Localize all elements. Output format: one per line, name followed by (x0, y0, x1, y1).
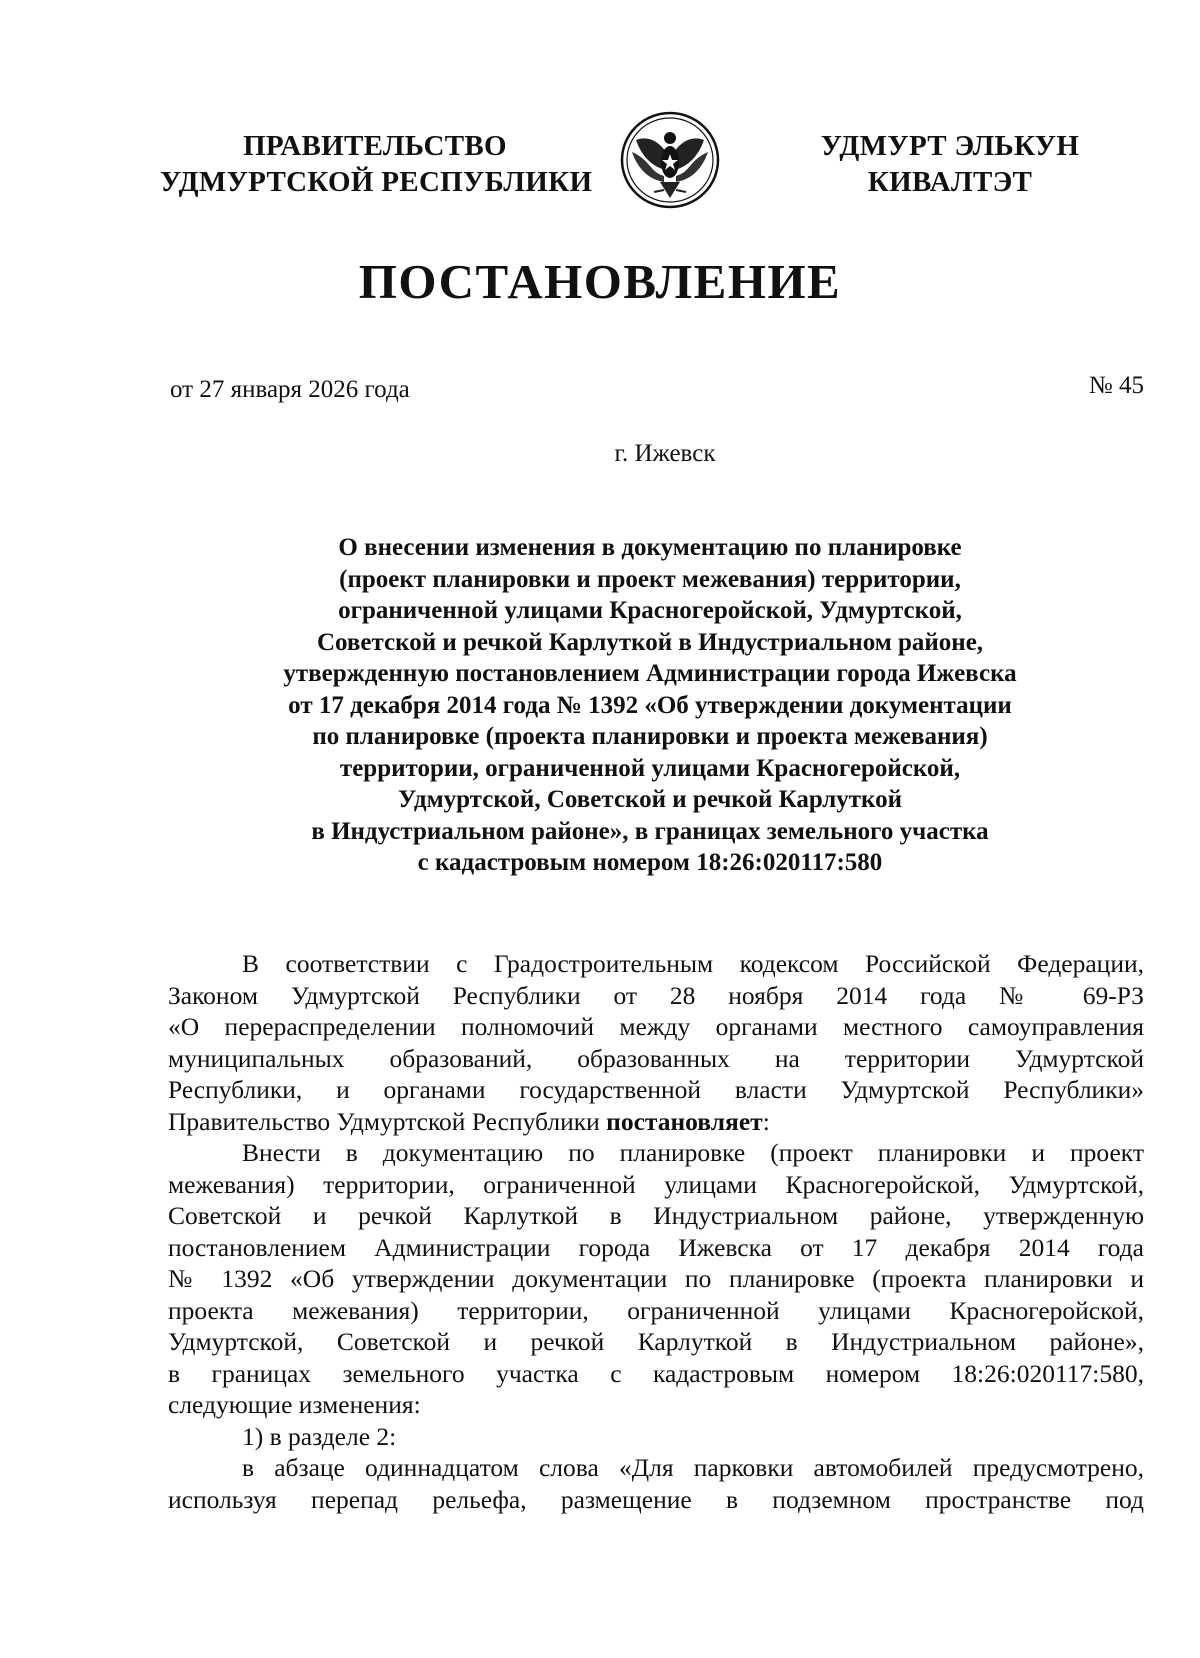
subject-line: Советской и речкой Карлуткой в Индустриальном районе, (316, 628, 984, 656)
document-body (168, 948, 1144, 1515)
subject-line: (проект планировки и проект межевания) территории, (339, 565, 961, 593)
subject-line: от 17 декабря 2014 года № 1392 «Об утверждении документации (288, 691, 1012, 719)
body-line: 1) в разделе 2: (242, 1421, 397, 1451)
body-paragraph-amendment (168, 1452, 1144, 1515)
body-line: проекта межевания) территории, ограниченной улицами Красногеройской, (168, 1295, 1144, 1325)
body-line: используя перепад рельефа, размещение в подземном пространстве под (168, 1484, 1144, 1514)
subject-line: с кадастровым номером 18:26:020117:580 (417, 849, 883, 876)
government-name-udmurt-line2: КИВАЛТЭТ (867, 166, 1033, 198)
subject-line: в Индустриальном районе», в границах земельного участка (311, 817, 989, 845)
body-line: муниципальных образований, образованных на территории Удмуртской (168, 1043, 1144, 1073)
government-name-udmurt-line1: УДМУРТ ЭЛЬКУН (820, 130, 1080, 162)
government-name-russian (160, 128, 593, 200)
resolves-keyword: постановляет (606, 1106, 763, 1136)
body-paragraph-item (168, 1421, 1144, 1453)
body-line: Внести в документацию по планировке (проект планировки и проект (242, 1138, 1144, 1167)
body-line: следующие изменения: (168, 1390, 421, 1419)
subject-line: О внесении изменения в документацию по планировке (338, 534, 962, 561)
body-line: в абзаце одиннадцатом слова «Для парковки автомобилей предусмотрено, (242, 1453, 1144, 1482)
body-line: № 1392 «Об утверждении документации по планировке (проекта планировки и (168, 1264, 1144, 1293)
body-line: Республики, и органами государственной власти Удмуртской Республики» (168, 1075, 1144, 1104)
government-name-russian-line2: УДМУРТСКОЙ РЕСПУБЛИКИ (160, 166, 593, 198)
subject-line: по планировке (проекта планировки и проекта межевания) (312, 723, 988, 750)
udmurtia-coat-of-arms-icon (616, 110, 724, 210)
body-line: постановлением Администрации города Ижевска от 17 декабря 2014 года (168, 1232, 1144, 1262)
government-name-udmurt (805, 128, 1095, 200)
body-text-fragment: : (762, 1106, 770, 1136)
subject-line: утвержденную постановлением Администрации города Ижевска (283, 660, 1017, 687)
document-number: № 45 (1088, 372, 1144, 399)
body-text-fragment: Правительство Удмуртской Республики (168, 1106, 607, 1136)
document-city: г. Ижевск (614, 440, 716, 467)
body-line: «О перераспределении полномочий между органами местного самоуправления (168, 1012, 1144, 1041)
body-paragraph-main (168, 1137, 1144, 1421)
government-name-russian-line1: ПРАВИТЕЛЬСТВО (243, 130, 507, 162)
subject-line: территории, ограниченной улицами Красногеройской, (339, 754, 961, 782)
body-line: Советской и речкой Карлуткой в Индустриальном районе, утвержденную (168, 1201, 1144, 1230)
body-line (168, 1106, 1144, 1138)
subject-line: ограниченной улицами Красногеройской, Удмуртской, (338, 597, 962, 624)
body-paragraph-preamble (168, 948, 1144, 1137)
body-line: В соответствии с Градостроительным кодексом Российской Федерации, (242, 949, 1144, 978)
body-line: в границах земельного участка с кадастровым номером 18:26:020117:580, (168, 1358, 1144, 1388)
body-line: Законом Удмуртской Республики от 28 ноября 2014 года № 69-РЗ (168, 980, 1144, 1010)
subject-line: Удмуртской, Советской и речкой Карлуткой (397, 786, 903, 813)
body-line: Удмуртской, Советской и речкой Карлуткой в Индустриальном районе», (168, 1327, 1144, 1356)
document-date: от 27 января 2026 года (170, 376, 410, 403)
body-line: межевания) территории, ограниченной улицами Красногеройской, Удмуртской, (168, 1169, 1144, 1199)
document-type-title: ПОСТАНОВЛЕНИЕ (358, 254, 842, 309)
document-subject (200, 532, 1100, 879)
